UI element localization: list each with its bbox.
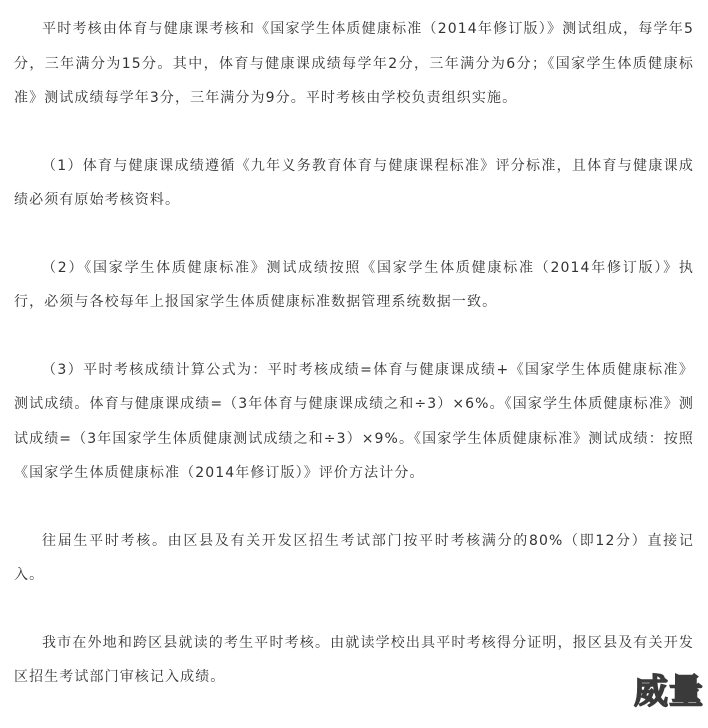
paragraph-item-3-score-formula: （3）平时考核成绩计算公式为：平时考核成绩=体育与健康课成绩+《国家学生体质健康标准》测试成绩。体育与健康课成绩=（3年体育与健康课成绩之和÷3）×6%。《国家学生体质健康标准》测试成绩=（3年国家学生体质健康测试成绩之和÷3）×9%。《国家学生体质健康标准》测试成绩：按照《国家学生体质健康标准（2014年修订版）》评价方法计分。 xyxy=(14,361,694,481)
paragraph-regular-assessment-overview: 平时考核由体育与健康课考核和《国家学生体质健康标准（2014年修订版）》测试组成，每学年5分，三年满分为15分。其中，体育与健康课成绩每学年2分，三年满分为6分；《国家学生体质健康标准》测试成绩每学年3分，三年满分为9分。平时考核由学校负责组织实施。 xyxy=(14,21,694,106)
watermark-logo: 威量 xyxy=(634,672,704,712)
paragraph-previous-graduates: 往届生平时考核。由区县及有关开发区招生考试部门按平时考核满分的80%（即12分）直接记入。 xyxy=(14,532,694,583)
article-body xyxy=(14,12,694,728)
paragraph-out-of-district-students: 我市在外地和跨区县就读的考生平时考核。由就读学校出具平时考核得分证明，报区县及有关开发区招生考试部门审核记入成绩。 xyxy=(14,634,694,685)
paragraph-item-1-pe-course-score: （1）体育与健康课成绩遵循《九年义务教育体育与健康课程标准》评分标准，且体育与健康课成绩必须有原始考核资料。 xyxy=(14,157,694,208)
paragraph-item-2-fitness-standard-score: （2）《国家学生体质健康标准》测试成绩按照《国家学生体质健康标准（2014年修订版）》执行，必须与各校每年上报国家学生体质健康标准数据管理系统数据一致。 xyxy=(14,259,694,310)
